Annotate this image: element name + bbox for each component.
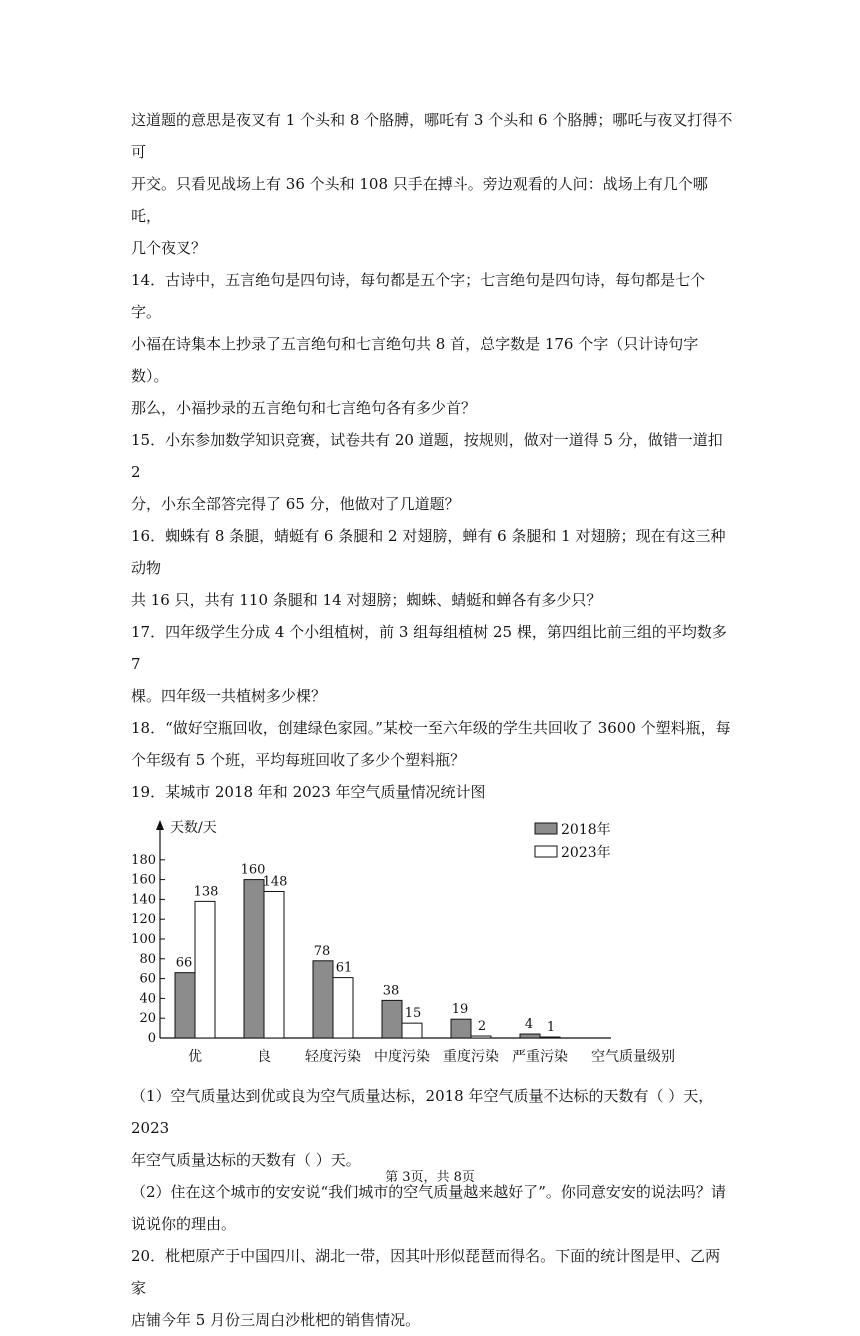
text-line: 小福在诗集本上抄录了五言绝句和七言绝句共 8 首，总字数是 176 个字（只计诗句字数）。 — [131, 335, 699, 385]
text-line: 那么，小福抄录的五言绝句和七言绝句各有多少首？ — [131, 399, 477, 417]
data-label: 15 — [404, 1006, 422, 1022]
y-tick-label: 20 — [139, 1011, 156, 1027]
bar — [195, 901, 215, 1038]
bar — [471, 1036, 491, 1038]
legend-swatch — [535, 823, 557, 834]
category-label: 轻度污染 — [305, 1049, 361, 1065]
text-line: 16．蜘蛛有 8 条腿，蜻蜓有 6 条腿和 2 对翅膀，蝉有 6 条腿和 1 对翅膀；现在有这三种动物 — [131, 527, 726, 577]
category-label: 中度污染 — [374, 1049, 430, 1065]
data-label: 19 — [451, 1002, 469, 1018]
data-label: 138 — [193, 884, 219, 900]
data-label: 78 — [313, 943, 331, 959]
data-label: 4 — [524, 1017, 534, 1033]
text-line: 棵。四年级一共植树多少棵？ — [131, 687, 327, 705]
text-line: 15．小东参加数学知识竞赛，试卷共有 20 道题，按规则，做对一道得 5 分，做错一道扣 2 — [131, 431, 723, 481]
category-label: 优 — [188, 1049, 202, 1065]
text-line: 分，小东全部答完得了 65 分，他做对了几道题？ — [131, 495, 460, 513]
data-label: 38 — [382, 983, 400, 999]
data-label: 2 — [477, 1019, 487, 1035]
text-line: （2）住在这个城市的安安说“我们城市的空气质量越来越好了”。你同意安安的说法吗？请 — [131, 1183, 726, 1201]
y-tick-label: 80 — [139, 951, 156, 967]
paragraph — [131, 520, 733, 616]
text-line: 开交。只看见战场上有 36 个头和 108 只手在搏斗。旁边观看的人问：战场上有几个哪吒， — [131, 175, 708, 225]
legend-label: 2018年 — [561, 822, 611, 838]
y-axis-arrow — [156, 820, 164, 830]
text-line: （1）空气质量达到优或良为空气质量达标，2018 年空气质量不达标的天数有（ ）天，2023 — [131, 1087, 714, 1137]
data-label: 61 — [335, 960, 353, 976]
bar — [382, 1000, 402, 1038]
text-line: 共 16 只，共有 110 条腿和 14 对翅膀；蜘蛛、蜻蜓和蝉各有多少只？ — [131, 591, 602, 609]
y-tick-label: 60 — [139, 971, 156, 987]
paragraph — [131, 424, 733, 520]
bar — [264, 891, 284, 1038]
y-tick-label: 0 — [147, 1031, 156, 1046]
data-label: 148 — [262, 874, 288, 890]
data-label: 66 — [175, 955, 193, 971]
air-quality-bar-chart — [131, 812, 731, 1080]
category-label: 良 — [257, 1049, 271, 1065]
y-tick-label: 180 — [131, 852, 156, 868]
paragraph — [131, 712, 733, 776]
paragraph — [131, 776, 733, 808]
data-label: 1 — [546, 1020, 556, 1036]
bar — [402, 1023, 422, 1038]
bar — [540, 1037, 560, 1038]
text-line: 说说你的理由。 — [131, 1215, 237, 1233]
bar — [244, 880, 264, 1038]
y-tick-label: 100 — [131, 932, 156, 947]
category-label: 重度污染 — [443, 1049, 499, 1065]
paragraph — [131, 1176, 733, 1240]
paragraph — [131, 1080, 733, 1176]
document-body — [131, 104, 733, 1336]
paragraph — [131, 104, 733, 264]
questions-top — [131, 104, 733, 808]
legend-label: 2023年 — [561, 845, 611, 861]
text-line: 年空气质量达标的天数有（ ）天。 — [131, 1151, 361, 1169]
questions-bottom — [131, 1080, 733, 1336]
bar — [175, 973, 195, 1038]
y-tick-label: 160 — [131, 872, 156, 888]
x-axis-label: 空气质量级别 — [591, 1049, 675, 1065]
text-line: 18．“做好空瓶回收，创建绿色家园。”某校一至六年级的学生共回收了 3600 个塑料瓶，每 — [131, 719, 731, 737]
y-tick-label: 40 — [139, 991, 156, 1007]
y-axis-label: 天数/天 — [170, 820, 217, 836]
text-line: 个年级有 5 个班，平均每班回收了多少个塑料瓶？ — [131, 751, 466, 769]
paragraph — [131, 264, 733, 424]
text-line: 这道题的意思是夜叉有 1 个头和 8 个胳膊，哪吒有 3 个头和 6 个胳膊；哪吒与夜叉打得不可 — [131, 111, 733, 161]
page-footer: 第 3页，共 8页 — [385, 1170, 475, 1185]
bar — [333, 978, 353, 1038]
text-line: 14．古诗中，五言绝句是四句诗，每句都是五个字；七言绝句是四句诗，每句都是七个字。 — [131, 271, 706, 321]
text-line: 17．四年级学生分成 4 个小组植树，前 3 组每组植树 25 棵，第四组比前三组的平均数多 7 — [131, 623, 727, 673]
text-line: 19．某城市 2018 年和 2023 年空气质量情况统计图 — [131, 783, 486, 801]
text-line: 店铺今年 5 月份三周白沙枇杷的销售情况。 — [131, 1311, 421, 1329]
text-line: 20．枇杷原产于中国四川、湖北一带，因其叶形似琵琶而得名。下面的统计图是甲、乙两家 — [131, 1247, 721, 1297]
y-tick-label: 120 — [131, 912, 156, 928]
paragraph — [131, 616, 733, 712]
bar — [520, 1034, 540, 1038]
bar — [313, 961, 333, 1038]
legend-swatch — [535, 846, 557, 857]
bar — [451, 1019, 471, 1038]
data-label: 160 — [240, 862, 266, 878]
y-tick-label: 140 — [131, 892, 156, 908]
paragraph — [131, 1240, 733, 1336]
category-label: 严重污染 — [512, 1049, 568, 1065]
text-line: 几个夜叉？ — [131, 239, 207, 257]
